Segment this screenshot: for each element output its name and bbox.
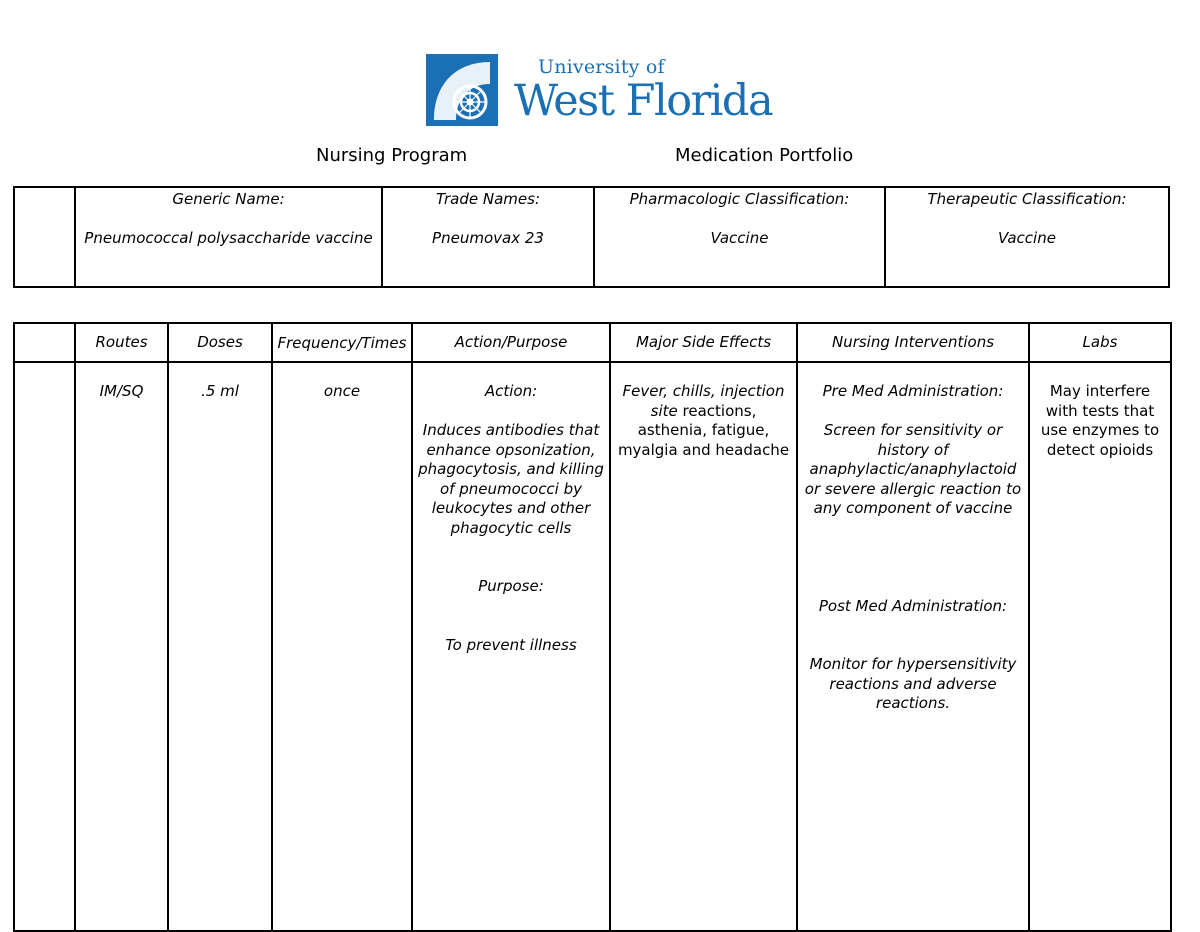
pharmacologic-class-cell xyxy=(594,187,885,287)
route-value: IM/SQ xyxy=(75,362,168,931)
generic-name-cell xyxy=(75,187,382,287)
logo-line-1: University of xyxy=(538,56,665,78)
pre-admin-label: Pre Med Administration: xyxy=(822,382,1004,400)
side-effects-header: Major Side Effects xyxy=(610,323,797,362)
dose-value: .5 ml xyxy=(168,362,272,931)
program-title: Nursing Program xyxy=(316,145,468,166)
blank-header-cell xyxy=(14,323,75,362)
purpose-label: Purpose: xyxy=(478,577,544,595)
therapeutic-class-cell xyxy=(885,187,1169,287)
generic-name-value: Pneumococcal polysaccharide vaccine xyxy=(84,229,373,247)
side-effects-normal: reactions, asthenia, fatigue, myalgia and headache xyxy=(617,401,790,459)
pre-admin-text: Screen for sensitivity or history of anaphylactic/anaphylactoid or severe allergic reaction to any component of vaccine xyxy=(804,421,1022,517)
side-effects-italic: Fever, chills, injection site xyxy=(622,382,785,420)
frequency-header: Frequency/Times xyxy=(272,323,412,362)
action-purpose-header: Action/Purpose xyxy=(412,323,610,362)
action-text: Induces antibodies that enhance opsonization, phagocytosis, and killing of pneumococci by leukocytes and other phagocytic cells xyxy=(418,421,604,537)
doses-header: Doses xyxy=(168,323,272,362)
trade-names-value: Pneumovax 23 xyxy=(432,229,544,247)
trade-names-cell xyxy=(382,187,594,287)
action-purpose-cell xyxy=(412,362,610,931)
blank-body-cell xyxy=(14,362,75,931)
pharmacologic-class-label: Pharmacologic Classification: xyxy=(629,190,850,208)
generic-name-label: Generic Name: xyxy=(172,190,285,208)
nautilus-shell-icon xyxy=(426,54,498,126)
medication-details-table xyxy=(13,322,1172,932)
side-effects-cell xyxy=(610,362,797,931)
frequency-value: once xyxy=(272,362,412,931)
labs-value: May interfere with tests that use enzymes to detect opioids xyxy=(1029,362,1171,931)
logo-line-2: West Florida xyxy=(514,76,773,126)
nursing-interventions-cell xyxy=(797,362,1029,931)
therapeutic-class-label: Therapeutic Classification: xyxy=(927,190,1127,208)
action-label: Action: xyxy=(484,382,538,400)
therapeutic-class-value: Vaccine xyxy=(998,229,1056,247)
drug-info-table xyxy=(13,186,1170,288)
university-logo xyxy=(426,52,776,128)
side-effects-text xyxy=(615,382,792,460)
post-admin-text: Monitor for hypersensitivity reactions and adverse reactions. xyxy=(809,655,1017,712)
labs-header: Labs xyxy=(1029,323,1171,362)
nursing-interventions-header: Nursing Interventions xyxy=(797,323,1029,362)
trade-names-label: Trade Names: xyxy=(436,190,540,208)
pharmacologic-class-value: Vaccine xyxy=(710,229,769,247)
purpose-text: To prevent illness xyxy=(445,635,577,654)
blank-cell xyxy=(14,187,75,287)
post-admin-label: Post Med Administration: xyxy=(818,596,1008,615)
routes-header: Routes xyxy=(75,323,168,362)
portfolio-title: Medication Portfolio xyxy=(675,145,854,166)
